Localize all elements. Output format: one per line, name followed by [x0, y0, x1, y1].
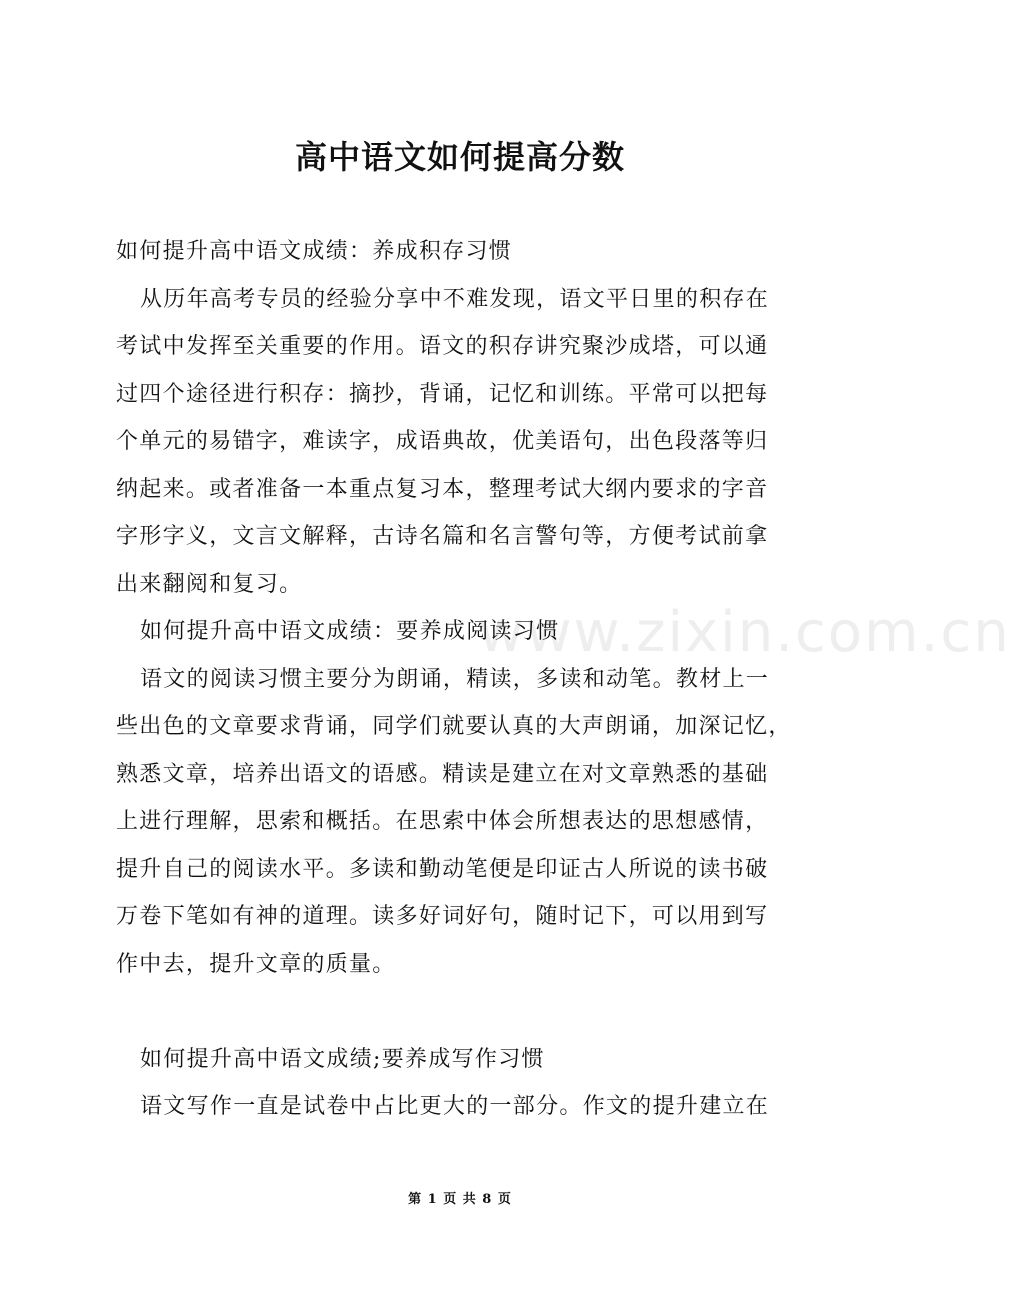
- blank-line: [116, 988, 816, 1036]
- paragraph-line: 纳起来。或者准备一本重点复习本，整理考试大纲内要求的字音: [116, 476, 769, 502]
- section-heading-writing: 如何提升高中语文成绩;要养成写作习惯: [140, 1046, 545, 1072]
- paragraph-line: 语文写作一直是试卷中占比更大的一部分。作文的提升建立在: [140, 1094, 770, 1119]
- paragraph-line: 作中去，提升文章的质量。: [116, 951, 396, 977]
- paragraph-line: 些出色的文章要求背诵，同学们就要认真的大声朗诵，加深记忆，: [116, 714, 792, 739]
- page-footer: 第 1 页 共 8 页: [408, 1192, 512, 1207]
- paragraph-line: 从历年高考专员的经验分享中不难发现，语文平日里的积存在: [140, 286, 770, 312]
- document-body: [116, 228, 816, 1131]
- paragraph-line: 语文的阅读习惯主要分为朗诵，精读，多读和动笔。教材上一: [140, 666, 770, 692]
- paragraph-line: 熟悉文章，培养出语文的语感。精读是建立在对文章熟悉的基础: [116, 761, 769, 787]
- paragraph-line: 字形字义，文言文解释，古诗名篇和名言警句等，方便考试前拿: [116, 524, 769, 549]
- section-heading-reading: 如何提升高中语文成绩：要养成阅读习惯: [140, 619, 560, 644]
- paragraph-line: 提升自己的阅读水平。多读和勤动笔便是印证古人所说的读书破: [116, 856, 769, 882]
- watermark-text: www.zixin.com.cn: [478, 600, 1011, 665]
- paragraph-line: 万卷下笔如有神的道理。读多好词好句，随时记下，可以用到写: [116, 904, 769, 929]
- paragraph-line: 个单元的易错字，难读字，成语典故，优美语句，出色段落等归: [116, 429, 769, 454]
- paragraph-line: 出来翻阅和复习。: [116, 571, 303, 597]
- paragraph-line: 过四个途径进行积存：摘抄，背诵，记忆和训练。平常可以把每: [116, 381, 769, 407]
- paragraph-line: 上进行理解，思索和概括。在思索中体会所想表达的思想感情，: [116, 809, 769, 834]
- document-title: 高中语文如何提高分数: [294, 138, 625, 176]
- paragraph-line: 考试中发挥至关重要的作用。语文的积存讲究聚沙成塔，可以通: [116, 334, 769, 359]
- section-heading-accumulation: 如何提升高中语文成绩：养成积存习惯: [116, 239, 513, 264]
